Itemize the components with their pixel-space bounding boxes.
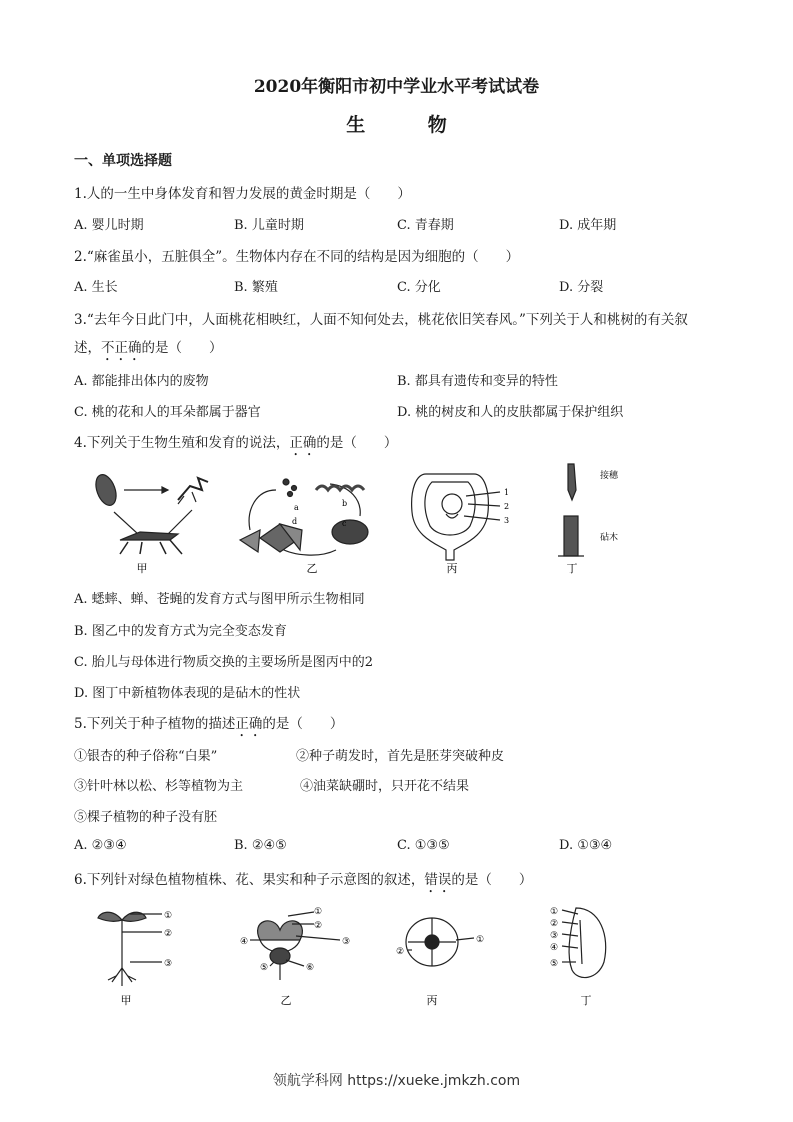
svg-text:①: ① bbox=[164, 911, 173, 921]
q3-emphasis: 不正确 bbox=[101, 340, 142, 356]
q1-option-a: A. 婴儿时期 bbox=[74, 218, 144, 233]
q4-option-b: B. 图乙中的发育方式为完全变态发育 bbox=[74, 624, 287, 639]
svg-text:④: ④ bbox=[240, 937, 249, 947]
svg-text:④: ④ bbox=[550, 943, 559, 953]
svg-text:③: ③ bbox=[550, 931, 559, 941]
q5-statement-1: ①银杏的种子俗称“白果” bbox=[74, 749, 218, 764]
svg-text:d: d bbox=[292, 517, 298, 526]
q2-stem: 2.“麻雀虽小，五脏俱全”。生物体内存在不同的结构是因为细胞的（ ） bbox=[74, 249, 520, 265]
svg-text:a: a bbox=[294, 503, 299, 512]
q3-option-a: A. 都能排出体内的废物 bbox=[74, 374, 209, 389]
q5-statement-3: ③针叶林以松、杉等植物为主 bbox=[74, 779, 244, 794]
q3-stem-line1: 3.“去年今日此门中，人面桃花相映红，人面不知何处去，桃花依旧笑春风。”下列关于人和桃树的有关叙 bbox=[74, 312, 688, 328]
q2-option-b: B. 繁殖 bbox=[234, 280, 278, 295]
q5-statement-2: ②种子萌发时，首先是胚芽突破种皮 bbox=[296, 749, 505, 764]
svg-text:②: ② bbox=[550, 919, 559, 929]
q2-option-c: C. 分化 bbox=[397, 280, 441, 295]
q1-stem: 1.人的一生中身体发育和智力发展的黄金时期是（ ） bbox=[74, 186, 411, 202]
q4-option-d: D. 图丁中新植物体表现的是砧木的性状 bbox=[74, 686, 301, 701]
svg-text:①: ① bbox=[314, 907, 323, 917]
svg-text:1: 1 bbox=[504, 488, 510, 497]
fig6-jia-plant bbox=[98, 912, 162, 986]
q5-emphasis: 正确 bbox=[235, 716, 263, 732]
svg-text:①: ① bbox=[476, 935, 485, 945]
footer-watermark: 领航学科网 https://xueke.jmkzh.com bbox=[272, 1073, 521, 1089]
q3-option-c: C. 桃的花和人的耳朵都属于器官 bbox=[74, 405, 261, 420]
svg-text:2: 2 bbox=[504, 502, 510, 511]
q4-option-c: C. 胎儿与母体进行物质交换的主要场所是图丙中的2 bbox=[74, 655, 374, 670]
q5-option-c: C. ①③⑤ bbox=[397, 838, 450, 853]
q4-stem: 4.下列关于生物生殖和发育的说法，正确的是（ ） bbox=[74, 435, 398, 451]
fig-ding-label: 丁 bbox=[566, 562, 578, 575]
fig6-yi-label: 乙 bbox=[280, 994, 292, 1007]
svg-text:②: ② bbox=[314, 921, 323, 931]
q2-option-a: A. 生长 bbox=[74, 280, 118, 295]
fig-bing-uterus bbox=[412, 474, 500, 560]
q5-statement-4: ④油菜缺硼时，只开花不结果 bbox=[300, 779, 470, 794]
exam-title: 2020年衡阳市初中学业水平考试试卷 bbox=[253, 77, 540, 97]
svg-text:③: ③ bbox=[342, 937, 351, 947]
q5-stem: 5.下列关于种子植物的描述正确的是（ ） bbox=[74, 716, 344, 732]
svg-text:⑤: ⑤ bbox=[550, 959, 559, 969]
svg-text:②: ② bbox=[396, 947, 405, 957]
fig-ding-grafting bbox=[558, 464, 584, 556]
svg-text:②: ② bbox=[164, 929, 173, 939]
q2-option-d: D. 分裂 bbox=[559, 280, 604, 295]
q5-option-d: D. ①③④ bbox=[559, 838, 613, 853]
fig-yi-label: 乙 bbox=[306, 562, 318, 575]
q4-figure bbox=[80, 460, 640, 580]
fig6-ding-seed bbox=[562, 908, 606, 978]
q3-option-d: D. 桃的树皮和人的皮肤都属于保护组织 bbox=[397, 405, 624, 420]
svg-text:⑤: ⑤ bbox=[260, 963, 269, 973]
q1-option-d: D. 成年期 bbox=[559, 218, 617, 233]
q3-option-b: B. 都具有遗传和变异的特性 bbox=[397, 374, 558, 389]
svg-text:③: ③ bbox=[164, 959, 173, 969]
fig6-bing-label: 丙 bbox=[426, 994, 438, 1007]
q3-stem-line2: 述，不正确的是（ ） bbox=[74, 340, 223, 356]
svg-text:b: b bbox=[342, 499, 348, 508]
q5-statement-5: ⑤棵子植物的种子没有胚 bbox=[74, 810, 218, 825]
subject-title: 生 物 bbox=[346, 114, 475, 136]
svg-text:3: 3 bbox=[504, 516, 510, 525]
fig-jia-grasshopper-cycle bbox=[92, 472, 208, 554]
fig-bing-label: 丙 bbox=[446, 562, 458, 575]
q1-option-b: B. 儿童时期 bbox=[234, 218, 304, 233]
q4-emphasis: 正确 bbox=[289, 435, 317, 451]
fig6-ding-label: 丁 bbox=[580, 994, 592, 1007]
svg-text:砧木: 砧木 bbox=[600, 533, 619, 543]
q6-figure bbox=[90, 900, 650, 1010]
svg-text:c: c bbox=[342, 519, 347, 528]
fig6-jia-label: 甲 bbox=[120, 994, 132, 1007]
fig-jia-label: 甲 bbox=[136, 562, 148, 575]
q5-option-a: A. ②③④ bbox=[74, 838, 127, 853]
q6-emphasis: 错误 bbox=[424, 872, 452, 888]
fig6-bing-fruit bbox=[406, 918, 474, 966]
svg-text:①: ① bbox=[550, 907, 559, 917]
section-heading: 一、单项选择题 bbox=[74, 153, 172, 169]
q6-stem: 6.下列针对绿色植物植株、花、果实和种子示意图的叙述，错误的是（ ） bbox=[74, 872, 533, 888]
svg-text:⑥: ⑥ bbox=[306, 963, 315, 973]
q5-option-b: B. ②④⑤ bbox=[234, 838, 287, 853]
svg-text:接穗: 接穗 bbox=[600, 471, 619, 481]
fig-yi-moth-cycle bbox=[240, 479, 368, 555]
q4-option-a: A. 蟋蟀、蝉、苍蝇的发育方式与图甲所示生物相同 bbox=[74, 592, 365, 607]
q1-option-c: C. 青春期 bbox=[397, 218, 454, 233]
